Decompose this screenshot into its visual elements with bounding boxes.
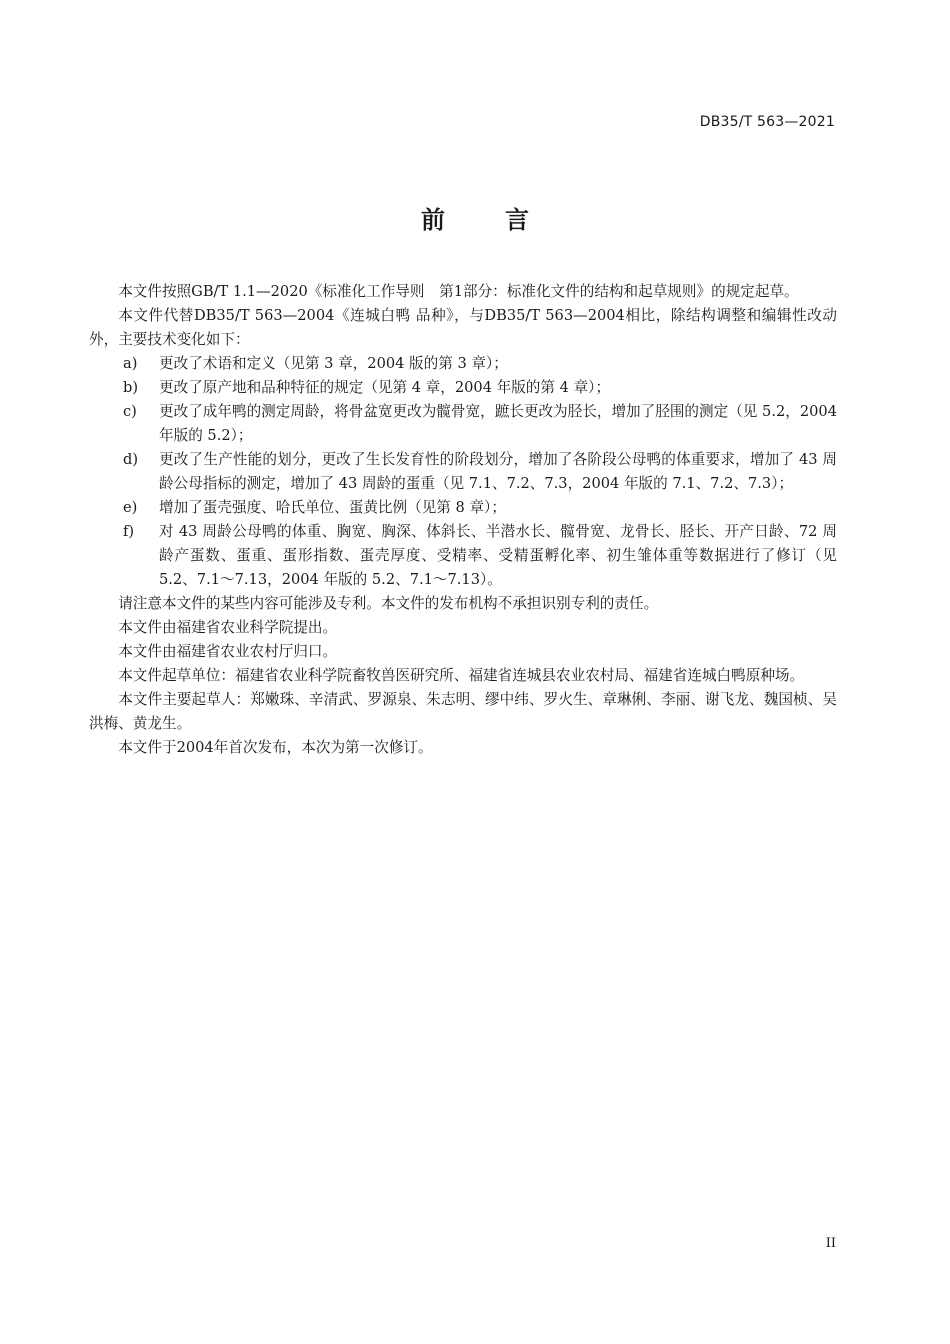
proposer-statement: 本文件由福建省农业科学院提出。 (118, 619, 338, 636)
list-item-text: 更改了术语和定义（见第 3 章，2004 版的第 3 章）； (159, 355, 508, 372)
list-marker: b) (123, 379, 139, 396)
list-marker: d) (123, 451, 139, 468)
page-number: II (825, 1236, 836, 1251)
document-code: DB35/T 563—2021 (699, 114, 835, 130)
list-item-text: 更改了成年鸭的测定周龄，将骨盆宽更改为髋骨宽，蹠长更改为胫长，增加了胫围的测定（见 5.2，2004 年版的 5.2）； (159, 403, 837, 444)
list-item (89, 400, 837, 448)
list-marker: e) (123, 499, 138, 516)
centralized-statement: 本文件由福建省农业农村厅归口。 (118, 643, 338, 660)
page-title: 前言 (421, 206, 589, 234)
list-item (89, 376, 837, 400)
list-item (89, 448, 837, 496)
list-item-text: 更改了原产地和品种特征的规定（见第 4 章，2004 年版的第 4 章）； (159, 379, 611, 396)
list-item (89, 352, 837, 376)
replacement-paragraph: 本文件代替DB35/T 563—2004《连城白鸭 品种》，与DB35/T 563—2004相比，除结构调整和编辑性改动外，主要技术变化如下： (89, 307, 837, 348)
drafting-units: 本文件起草单位：福建省农业科学院畜牧兽医研究所、福建省连城县农业农村局、福建省连城白鸭原种场。 (118, 667, 805, 684)
technical-changes-list (89, 352, 837, 592)
drafters: 本文件主要起草人：郑嫩珠、辛清武、罗源泉、朱志明、缪中纬、罗火生、章琳俐、李丽、谢飞龙、魏国桢、吴洪梅、黄龙生。 (89, 691, 837, 732)
list-item (89, 496, 837, 520)
list-marker: f) (123, 523, 135, 540)
list-marker: c) (123, 403, 137, 420)
publication-history: 本文件于2004年首次发布，本次为第一次修订。 (118, 739, 433, 756)
list-item-text: 对 43 周龄公母鸭的体重、胸宽、胸深、体斜长、半潜水长、髋骨宽、龙骨长、胫长、开产日龄、72 周龄产蛋数、蛋重、蛋形指数、蛋壳厚度、受精率、受精蛋孵化率、初生雏体重等数据进行了修订（见 5.2、7.1～7.13，2004 年版的 5.2、7.1～7.13）。 (159, 523, 837, 588)
list-marker: a) (123, 355, 138, 372)
patent-notice: 请注意本文件的某些内容可能涉及专利。本文件的发布机构不承担识别专利的责任。 (118, 595, 659, 612)
list-item-text: 增加了蛋壳强度、哈氏单位、蛋黄比例（见第 8 章）； (159, 499, 506, 516)
foreword-body (89, 280, 837, 760)
drafting-basis-paragraph: 本文件按照GB/T 1.1—2020《标准化工作导则 第1部分：标准化文件的结构和起草规则》的规定起草。 (118, 283, 799, 300)
list-item-text: 更改了生产性能的划分，更改了生长发育性的阶段划分，增加了各阶段公母鸭的体重要求，增加了 43 周龄公母指标的测定，增加了 43 周龄的蛋重（见 7.1、7.2、7.3，2004 年版的 7.1、7.2、7.3）； (159, 451, 837, 492)
list-item (89, 520, 837, 592)
